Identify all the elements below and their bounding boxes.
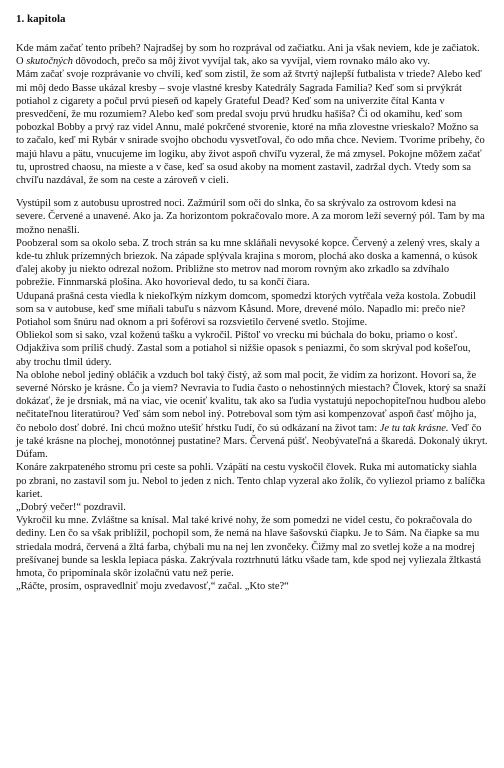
- paragraph-jacket: Obliekol som si sako, vzal koženú tašku a vykročil. Pištoľ vo vrecku mi búchala do boku, priamo o kosť. Odjakživa som príliš chudý. Zastal som a potiahol si nižšie opasok s peniazmi, čo som skrýval pod košeľou, aby trochu tlmil údery.: [16, 330, 471, 368]
- paragraph-sky: [16, 369, 488, 461]
- paragraph-bus: Vystúpil som z autobusu uprostred noci. Zažmúril som oči do slnka, čo sa skrývalo za ostrovom kdesi na severe. Červené a unavené. Ako ja. Za horizontom pokračovalo more. A za morom leží severný pól. Tam by ma možno nenašli.: [16, 198, 485, 236]
- paragraph-sky-italic: Je tu tak krásne.: [379, 422, 449, 434]
- paragraph-branches: Konáre zakrpateného stromu pri ceste sa pohli. Vzápätí na cestu vyskočil človek. Ruka mi automaticky siahla po zbrani, no zastavil som ju. Nebol to jeden z nich. Tento chlap vyzeral ako žolík, čo vyliezol priamo z balíčka kariet.: [16, 462, 486, 500]
- paragraph-intro-b: dôvodoch, prečo sa môj život vyvíjal tak, ako sa vyvíjal, viem rovnako málo ako vy.: [72, 56, 430, 68]
- paragraph-sky-b: Veď čo je také krásne na plochej, monotónnej pustatine? Mars. Červená púšť. Neobývateľná a škaredá. Dokonalý úkryt. Dúfam.: [16, 422, 488, 461]
- paragraph-stranger: Vykročil ku mne. Zvláštne sa knísal. Mal také krivé nohy, že som pomedzi ne videl cestu, čo pokračovala do dediny. Len čo sa však priblížil, pochopil som, že nemá na hlave šašovskú čiapku. Je to Sám. Na čiapke sa mu striedala modrá, červená a žltá farba, chýbali mu na nej len zvončeky. Čižmy mal zo svetlej kože a na modrej prešívanej bunde sa leskla lepiaca páska. Zakrývala roztrhnutú látku všade tam, kde spod nej vyliezala žltkastá hmota, čo pripomínala skôr izolačnú vatu než perie.: [16, 515, 482, 579]
- paragraph-intro: [16, 42, 488, 68]
- paragraph-sky-a: Na oblohe nebol jediný obláčik a vzduch bol taký čistý, až som mal pocit, že vidím za horizont. Hovorí sa, že severné Nórsko je krásne. Čo ja viem? Nevravia to ľudia často o nehostinných miestach? Človek, ktorý sa snaží dokázať, že je drsniak, má na viac, vie oceniť kvalitu, tak ako sa ľudia vystatujú nepochopiteľnou hudbou alebo nečitateľnou literatúrou? Veď sám som nebol iný. Potreboval som tým asi kompenzovať aspoň časť môjho ja, čo nebolo dosť dobré. Ini chcú možno utešiť hŕstku ľudí, čo sú odkázaní na život tam:: [16, 369, 486, 434]
- paragraph-question: „Ráčte, prosím, ospravedlniť moju zvedavosť,“ začal. „Kto ste?“: [16, 581, 289, 593]
- paragraph-intro-italic: skutočných: [26, 56, 73, 68]
- paragraph-intro-a: Kde mám začať tento príbeh? Najradšej by som ho rozprával od začiatku. Ani ja však neviem, kde je začiatok. O: [16, 43, 480, 68]
- paragraph-landscape: Poobzeral som sa okolo seba. Z troch strán sa ku mne skláňali nevysoké kopce. Červený a zelený vres, skaly a kde-tu zhluk prízemných briezok. Na západe splývala krajina s morom, plochá ako doska a kamenná, o kúsok ďalej akoby ju niekto odrezal nožom. Približne sto metrov nad morom rovným ako zrkadlo sa zdvíhalo pobrežie. Finnmarská plošina. Ako hovorieval dedo, tu sa končí čiara.: [16, 237, 480, 289]
- paragraph-greeting: „Dobrý večer!“ pozdravil.: [16, 501, 126, 513]
- section-gap: [16, 187, 488, 197]
- paragraph-road: Udupaná prašná cesta viedla k niekoľkým nízkym domcom, spomedzi ktorých vytŕčala veža kostola. Zobudil som sa v autobuse, keď sme míňali tabuľu s názvom Kåsund. More, drevené mólo. Napadlo mi: prečo nie? Potiahol som šnúru nad oknom a pri šoférovi sa rozsvietilo červené svetlo. Stojíme.: [16, 290, 477, 329]
- paragraph-beginning: Mám začať svoje rozprávanie vo chvíli, keď som zistil, že som až štvrtý najlepší futbalista v triede? Alebo keď mi môj dedo Basse ukázal kresby – svoje vlastné kresby Katedrály Sagrada Familia? Keď som si prvýkrát potiahol z cigarety a počul prvú pieseň od kapely Grateful Dead? Keď som na univerzite čítal Kanta v presvedčení, že mu rozumiem? Alebo keď som predal svoju prvú hrudku hašiša? Či od okamihu, keď som pobozkal Bobby a prvý raz videl Annu, malé pokrčené stvorenie, ktoré na mňa zlovestne vrieskalo? Možno sa to začalo, keď mi Rybár v snirade svojho obchodu vysvetľoval, čo odo mňa chce. Neviem. Tvoríme príbehy, čo majú hlavu a pätu, vnucujeme im logiku, aby život aspoň chvíľu vyzeral, že má zmysel. Pokojne môžem začať tu, uprostred chaosu, na mieste a v čase, keď sa osud akoby na moment zastavil, zadržal dych. Vtedy som sa chvíľu nazdával, že som na ceste a zároveň v cieli.: [16, 69, 485, 187]
- chapter-title: 1. kapitola: [16, 13, 66, 25]
